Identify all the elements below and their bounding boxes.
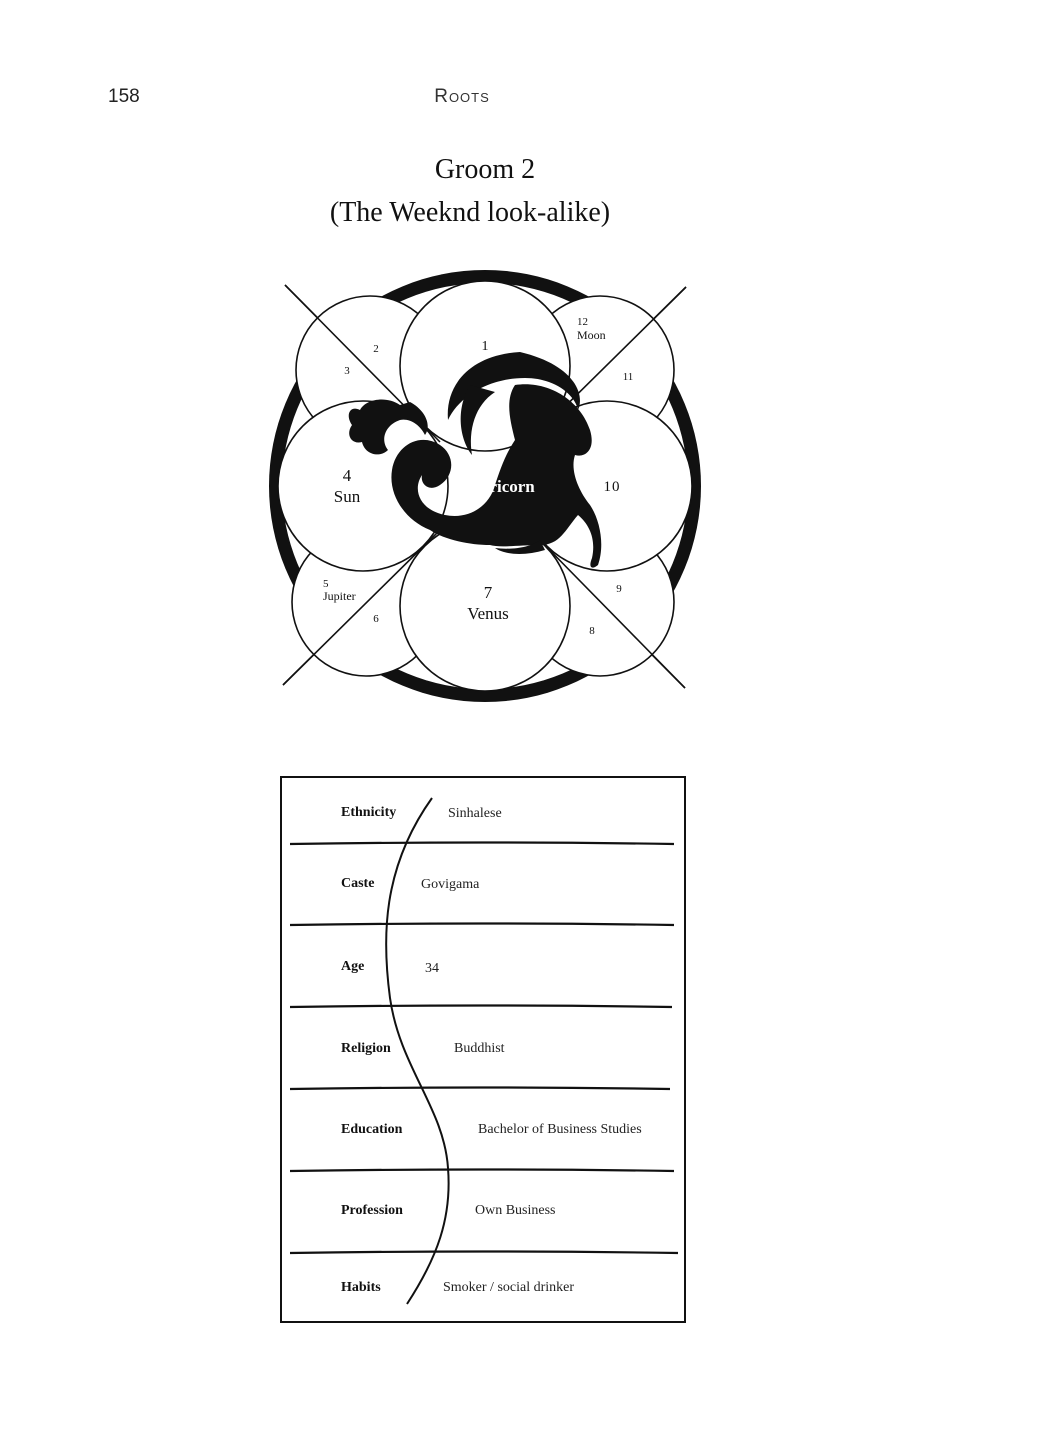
row-value-caste: Govigama [421, 877, 480, 892]
row-label-caste: Caste [341, 876, 375, 891]
row-value-profession: Own Business [475, 1203, 556, 1218]
running-head: Roots [434, 86, 490, 107]
house-3-number: 3 [344, 365, 350, 377]
house-9-number: 9 [616, 583, 622, 595]
profile-table [280, 776, 686, 1323]
row-label-habits: Habits [341, 1280, 381, 1295]
house-8-number: 8 [589, 625, 595, 637]
page-subtitle: (The Weeknd look-alike) [329, 197, 611, 228]
house-5-planet: Jupiter [323, 589, 356, 603]
row-label-education: Education [341, 1122, 403, 1137]
row-value-age: 34 [425, 961, 439, 976]
sign-label: Capricorn [459, 477, 535, 496]
row-label-religion: Religion [341, 1041, 391, 1056]
house-11-number: 11 [622, 371, 634, 383]
row-value-religion: Buddhist [454, 1041, 505, 1056]
horoscope-chart [250, 255, 720, 725]
house-12-number: 12 [577, 316, 588, 328]
row-value-ethnicity: Sinhalese [448, 806, 502, 821]
row-label-profession: Profession [341, 1203, 403, 1218]
row-label-age: Age [341, 959, 365, 974]
row-value-education: Bachelor of Business Studies [478, 1122, 642, 1137]
house-10-number: 10 [603, 479, 621, 495]
page-number: 158 [108, 86, 140, 107]
row-value-habits: Smoker / social drinker [443, 1280, 575, 1295]
house-1-number: 1 [481, 339, 489, 354]
page-title: Groom 2 [434, 154, 536, 185]
house-4-planet: Sun [333, 487, 361, 506]
house-5-number: 5 [323, 578, 329, 590]
house-7-planet: Venus [467, 604, 509, 623]
house-6-number: 6 [373, 613, 379, 625]
row-label-ethnicity: Ethnicity [341, 805, 397, 820]
house-12-planet: Moon [577, 328, 606, 342]
house-2-number: 2 [373, 343, 379, 355]
house-4-number: 4 [342, 466, 352, 485]
house-7-number: 7 [483, 583, 493, 602]
